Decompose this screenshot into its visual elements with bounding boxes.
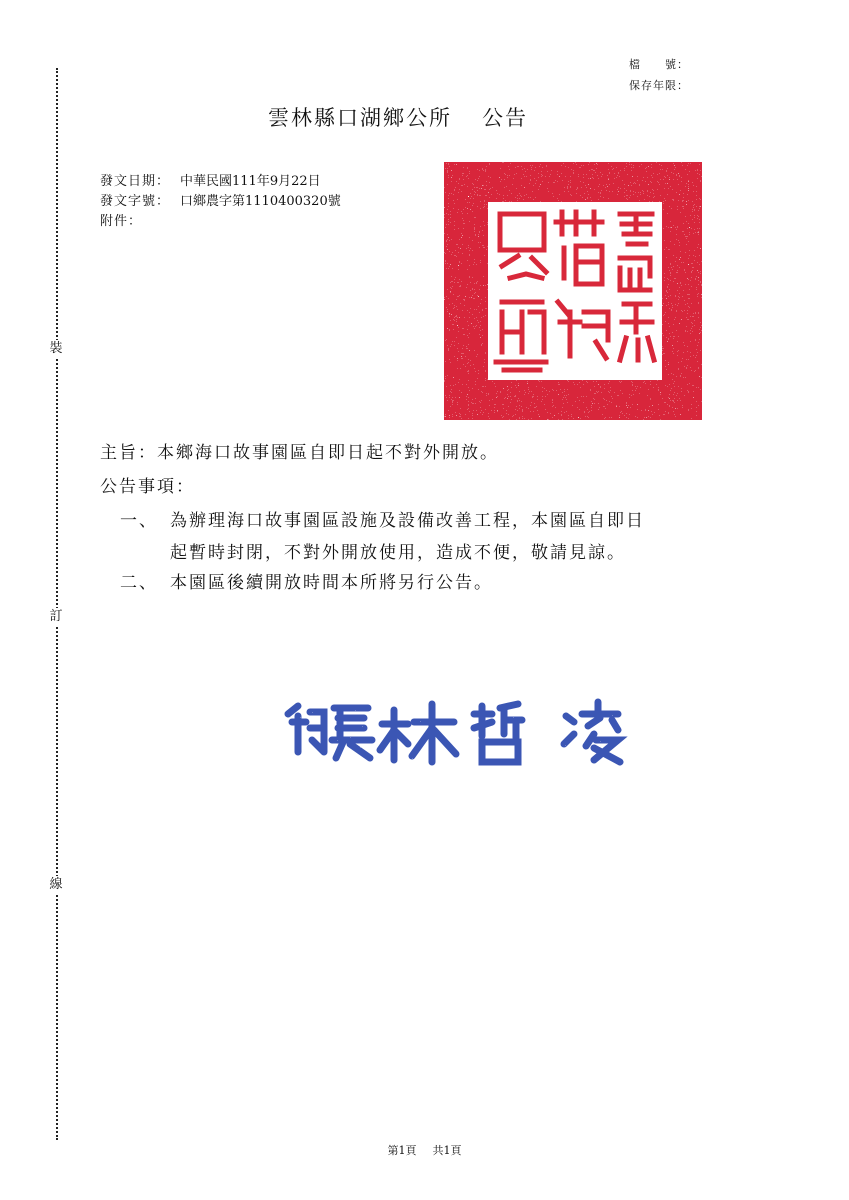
binding-line — [56, 68, 58, 1140]
page-footer — [0, 1142, 849, 1158]
attachment-label: 附件： — [100, 214, 143, 229]
official-seal-icon — [444, 162, 702, 420]
issue-date-label: 發文日期： — [100, 174, 171, 189]
subject-row — [100, 438, 499, 463]
org-name: 雲林縣口湖鄉公所 — [268, 106, 452, 130]
notice-item-text: 為辦理海口故事園區設施及設備改善工程，本園區自即日 — [170, 511, 645, 531]
notice-item-text: 本園區後續開放時間本所將另行公告。 — [170, 573, 493, 593]
subject-label: 主旨： — [100, 443, 157, 463]
notice-item-1-continuation: 起暫時封閉，不對外開放使用，造成不便，敬請見諒。 — [170, 543, 626, 563]
reference-row — [100, 192, 341, 212]
doc-type: 公告 — [482, 106, 528, 130]
retention-label: 保存年限： — [629, 79, 689, 92]
mayor-signature-stamp — [282, 692, 682, 772]
page-number: 第1頁 — [387, 1144, 417, 1157]
notice-item-2 — [120, 568, 493, 593]
subject-text: 本鄉海口故事園區自即日起不對外開放。 — [157, 443, 499, 463]
attachment-row — [100, 212, 180, 232]
page-total: 共1頁 — [432, 1144, 462, 1157]
binding-char-top: 裝 — [47, 340, 65, 358]
binding-char-bottom: 線 — [47, 876, 65, 894]
document-title — [268, 102, 528, 132]
reference-value: 口鄉農字第1110400320號 — [180, 194, 341, 209]
reference-label: 發文字號： — [100, 194, 171, 209]
notice-item-number: 一、 — [120, 511, 158, 531]
file-number-label: 檔 號： — [629, 58, 689, 71]
issue-date-value: 中華民國111年9月22日 — [180, 174, 321, 189]
issue-date-row — [100, 172, 321, 192]
notice-item-number: 二、 — [120, 573, 158, 593]
notice-item-1 — [120, 506, 645, 531]
notice-label: 公告事項： — [100, 477, 195, 497]
binding-char-middle: 訂 — [47, 608, 65, 626]
